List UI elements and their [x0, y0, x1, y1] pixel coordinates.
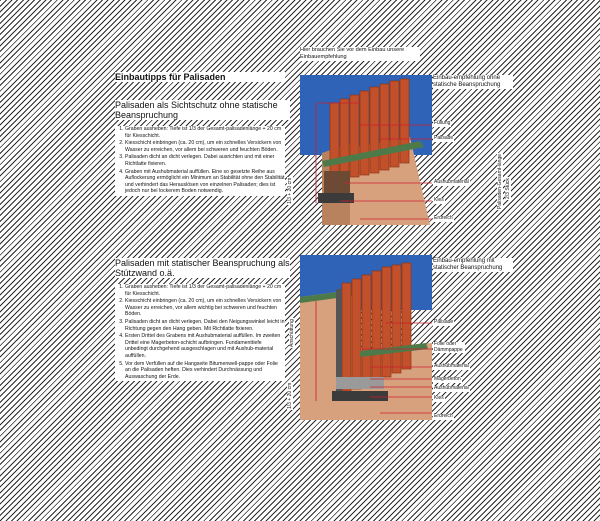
label-depth-2: 1/3 + 20 cm	[287, 382, 293, 409]
label-anschuettung: Anschüttung	[289, 319, 295, 347]
section1-step: 3. Palisaden dicht an dicht verlegen. Dabei ausrichten und mit einer Richtlatte fixieren.	[125, 154, 285, 167]
label-aushub-1: Aushubmaterial	[434, 179, 469, 185]
label-two-thirds: 2/3 Stück	[505, 178, 511, 199]
figure1-caption: Einbau-empfehlung ohne statische Beanspruchung	[433, 75, 513, 89]
gravel-layer	[318, 193, 354, 203]
section1-title: Palisaden als Sichtschutz ohne statische Beanspruchung	[115, 100, 290, 120]
section2-steps	[115, 284, 285, 381]
label-palisade-1: Palisade	[434, 135, 454, 141]
illustration-with-load	[300, 255, 432, 420]
section2-step: 5. Vor dem Verfüllen auf die Hangseite Bitumenwell-pappe oder Folie an die Palisaden heften. Dies verhindert Durchnässung und Auswaschung der Erde.	[125, 361, 285, 381]
illustration-without-load	[300, 75, 432, 225]
section2-step: 1. Graben ausheben: Tiefe ist 1/3 der Gesamt-palisadenlänge + 20 cm für Kiesschicht.	[125, 284, 285, 297]
section2-step: 4. Ersten Drittel des Grabens mit Aushubmaterial auffüllen. Im zweiten Drittel eine Magerbeton-schicht aufbringen. Fundamenttiefe unbedingt durchgehend ausgeschlagen und mit Aushub-material auffüllen.	[125, 333, 285, 359]
top-note: Hier brauchen Sie vor dem Einbau unsere Einbauempfehlung	[300, 47, 420, 61]
section1-step: 4. Graben mit Aushubmaterial auffüllen. Eine so gesetzte Reihe aus Auflockerung ermöglicht ein Minimum an Stabilität ohne den Stabilität und verhindert das Herauslösen von einzelnen Palisaden; dies ist jedoch nur bei lockerem Boden notwendig.	[125, 169, 285, 195]
label-folie: Folie oder Dämmpappe	[433, 342, 465, 353]
section1-step: 1. Graben ausheben: Tiefe ist 1/3 der Gesamt-palisadenlänge + 20 cm für Kiesschicht.	[125, 126, 285, 139]
gravel-layer	[332, 391, 388, 401]
section1-steps	[115, 126, 285, 196]
label-fuellung: Füllung	[434, 120, 451, 126]
label-aushub-3: Aushubmaterial	[434, 385, 469, 391]
section2-title: Palisaden mit statischer Beanspruchung als Stützwand o.ä.	[115, 258, 290, 278]
palisade-row	[342, 263, 411, 391]
section1-step: 2. Kiesschicht einbringen (ca. 20 cm), um ein schnelles Versickern von Wasser zu erreichen, vor allem bei schweren und feuchten Böden.	[125, 140, 285, 153]
label-palisade-2: Palisade	[434, 319, 454, 325]
label-total-length: Palisaden-Gesamt-länge	[497, 153, 503, 209]
label-aushub-2: Aushubmaterial	[434, 363, 469, 369]
label-depth-1: 1/3 + 20 cm	[287, 177, 293, 204]
label-magerbeton: Magerbeton	[434, 376, 461, 382]
section2-step: 2. Kiesschicht einbringen (ca. 20 cm), um ein schnelles Versickern von Wasser zu erreichen, vor allem wichtig bei schweren und feuchten Böden.	[125, 298, 285, 318]
section2-step: 3. Palisaden dicht an dicht verlegen. Dabei den Neigungswinkel leicht in Richtung gegen den Hang geben. Mit Richtlatte fixieren.	[125, 319, 285, 332]
label-erdreich-2: Erdreich	[434, 413, 453, 419]
page-heading: Einbautipps für Palisaden	[115, 72, 285, 82]
label-kies-2: Kies	[434, 395, 444, 401]
figure2-caption: Einbau-empfehlung mit statischer Beanspruchung	[433, 258, 513, 272]
label-erdreich-1: Erdreich	[434, 215, 453, 221]
label-kies-1: Kies	[434, 197, 444, 203]
